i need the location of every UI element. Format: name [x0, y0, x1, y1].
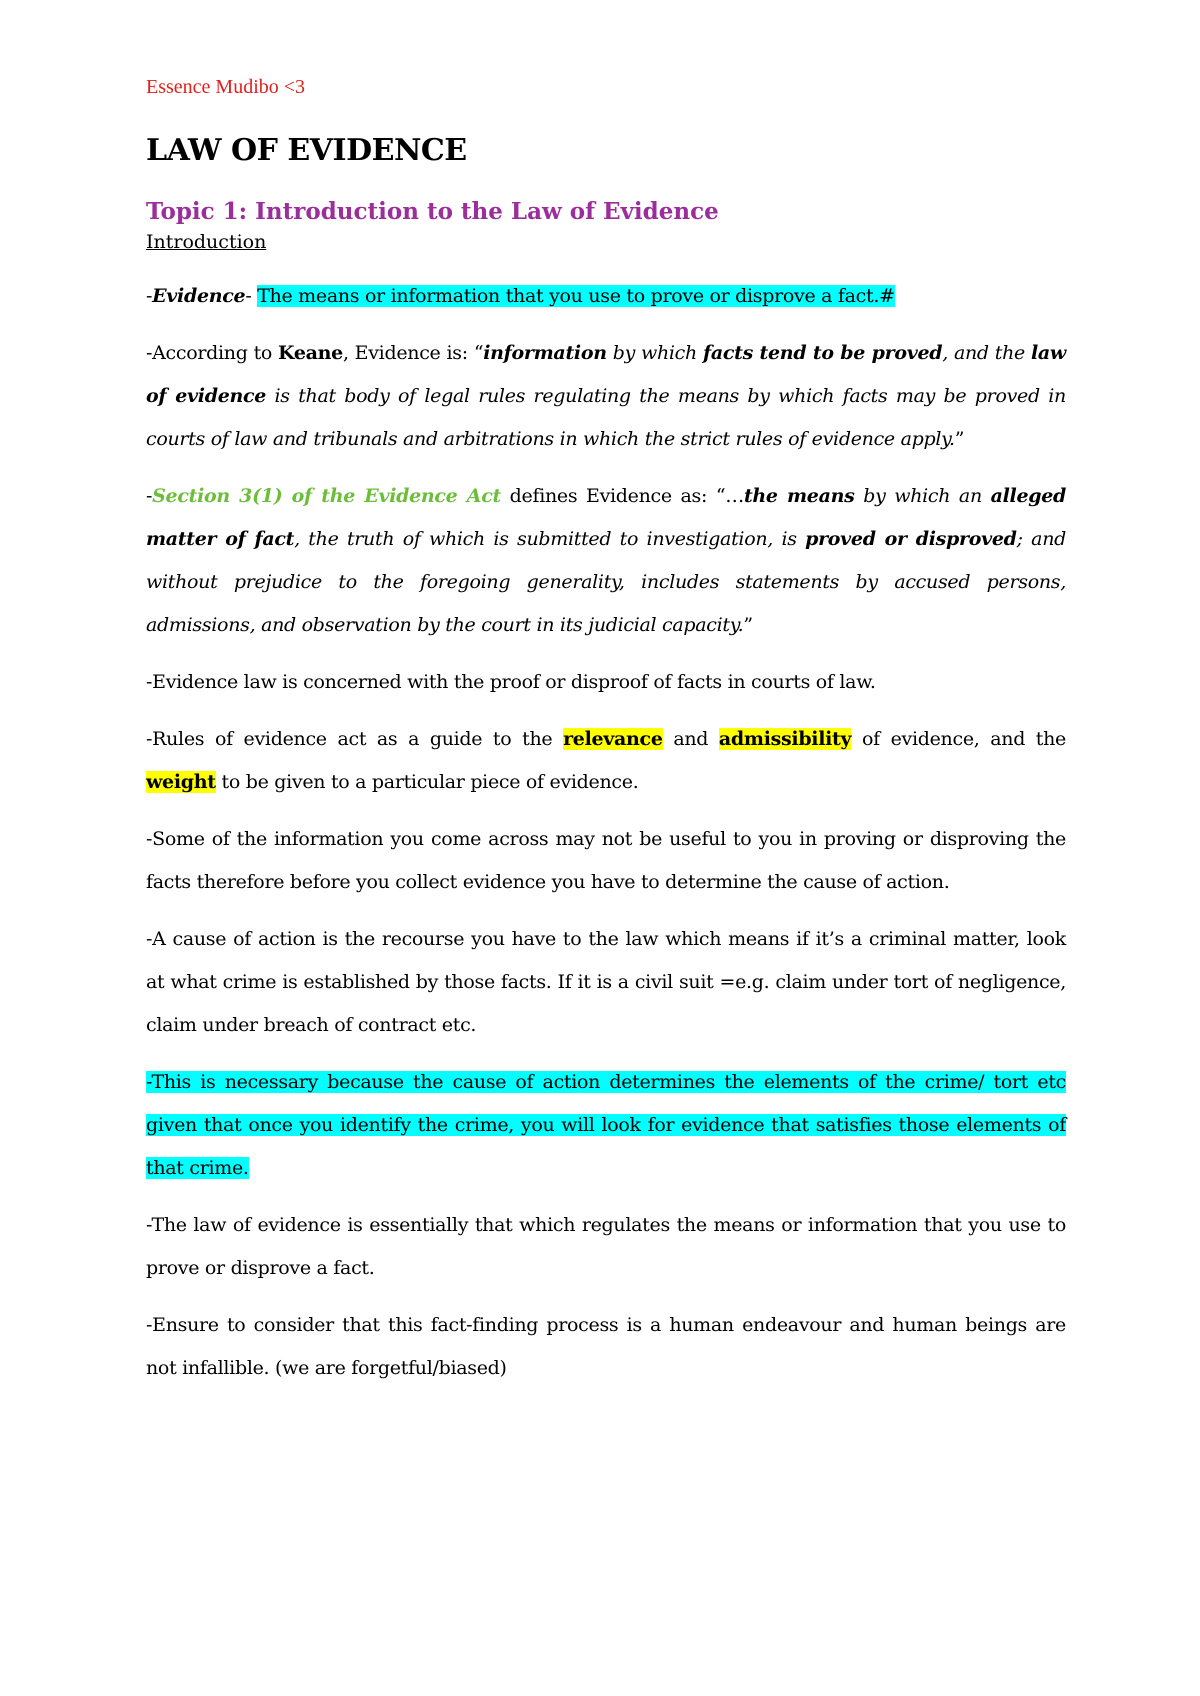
highlight-weight: weight — [146, 771, 216, 793]
paragraph-necessary — [146, 1061, 1066, 1190]
paragraph-human-endeavour: -Ensure to consider that this fact-finding process is a human endeavour and human beings are not infallible. (we are forgetful/biased) — [146, 1314, 1066, 1379]
paragraph-keane: -According to Keane, Evidence is: “information by which facts tend to be proved, and the law of evidence is that body of legal rules regulating the means by which facts may be proved in courts of law and tribunals and arbitrations in which the strict rules of evidence apply.” — [146, 342, 1066, 450]
paragraph-useful-information: -Some of the information you come across may not be useful to you in proving or disproving the facts therefore before you collect evidence you have to determine the cause of action. — [146, 828, 1066, 893]
paragraph-law-of-evidence: -The law of evidence is essentially that which regulates the means or information that you use to prove or disprove a fact. — [146, 1214, 1066, 1279]
highlight-relevance: relevance — [563, 728, 663, 750]
topic-heading: Topic 1: Introduction to the Law of Evidence — [146, 198, 719, 225]
highlight-admissibility: admissibility — [718, 728, 852, 750]
term-evidence: Evidence — [152, 285, 246, 307]
highlighted-definition: The means or information that you use to prove or disprove a fact.# — [257, 285, 895, 307]
section-reference: Section 3(1) of the Evidence Act — [152, 485, 501, 507]
paragraph-rules-of-evidence: -Rules of evidence act as a guide to the relevance and admissibility of evidence, and the weight to be given to a particular piece of evidence. — [146, 728, 1067, 793]
paragraph-evidence-law: -Evidence law is concerned with the proof or disproof of facts in courts of law. — [146, 671, 876, 693]
subheading: Introduction — [146, 231, 267, 253]
paragraph-evidence-definition: -Evidence- The means or information that you use to prove or disprove a fact.# — [146, 285, 895, 307]
document-title: LAW OF EVIDENCE — [146, 133, 467, 168]
document-body — [146, 76, 1066, 1404]
highlighted-paragraph: -This is necessary because the cause of action determines the elements of the crime/ tort etc given that once you identify the crime, you will look for evidence that satisfies those elements of that crime. — [146, 1071, 1066, 1179]
author-line: Essence Mudibo <3 — [146, 76, 306, 98]
paragraph-section-3: -Section 3(1) of the Evidence Act defines Evidence as: “…the means by which an alleged matter of fact, the truth of which is submitted to investigation, is proved or disproved; and without prejudice to the foregoing generality, includes statements by accused persons, admissions, and observation by the court in its judicial capacity.” — [146, 485, 1066, 636]
paragraph-cause-of-action: -A cause of action is the recourse you have to the law which means if it’s a criminal matter, look at what crime is established by those facts. If it is a civil suit =e.g. claim under tort of negligence, claim under breach of contract etc. — [146, 928, 1066, 1036]
